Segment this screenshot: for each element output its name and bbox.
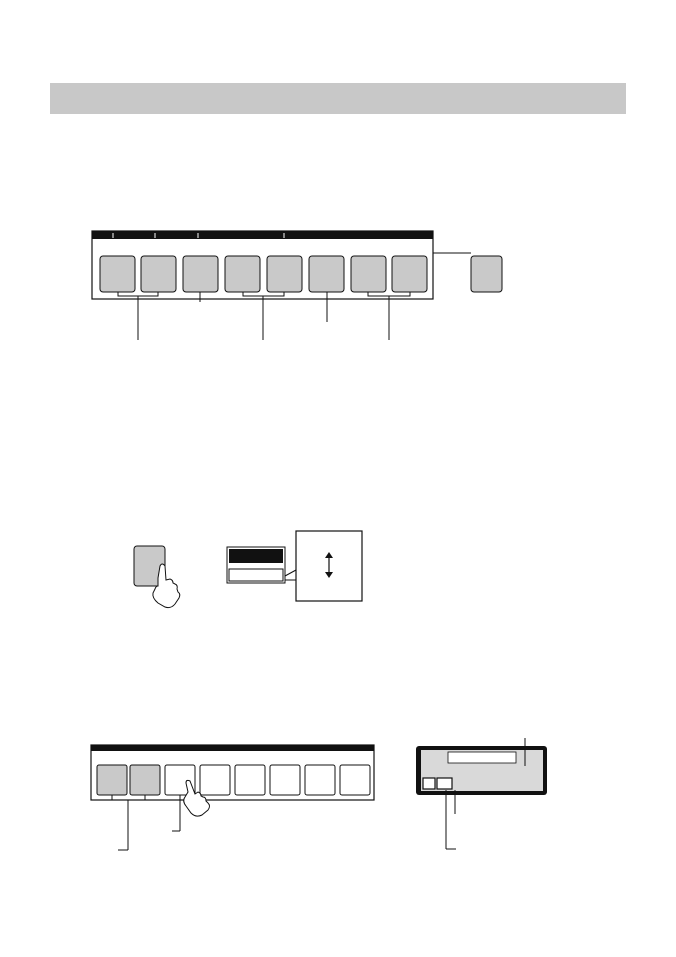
lcd-border-9 (423, 778, 435, 789)
lcd-border-10 (437, 778, 452, 789)
unlit-button-8 (340, 765, 370, 795)
unlit-button-7 (305, 765, 335, 795)
lit-button-2 (130, 765, 160, 795)
unlit-button-6 (270, 765, 300, 795)
unlit-button-5 (235, 765, 265, 795)
lit-button-1 (97, 765, 127, 795)
lcd-title-box (448, 752, 516, 763)
leader-lit (112, 795, 145, 800)
unlit-button-4 (200, 765, 230, 795)
panel-top-strip (91, 745, 374, 751)
